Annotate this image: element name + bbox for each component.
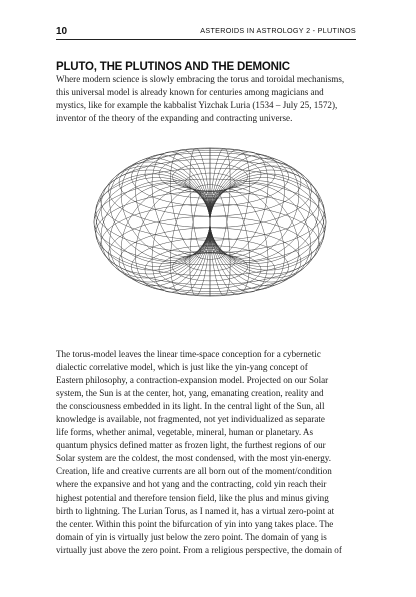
paragraph-line: virtually just above the zero point. From a religious perspective, the domain of <box>56 544 342 555</box>
page-number: 10 <box>56 26 68 37</box>
paragraph-line: the center. Within this point the bifurcation of yin into yang takes place. The <box>56 518 334 529</box>
paragraph-line: Creation, life and creative currents are all born out of the moment/condition <box>56 466 332 477</box>
paragraph-line: domain of yin is virtually just below the zero point. The domain of yang is <box>56 531 327 542</box>
paragraph-line: the consciousness embedded in its light. In the central light of the Sun, all <box>56 401 325 412</box>
paragraph-line: Where modern science is slowly embracing the torus and toroidal mechanisms, <box>56 74 345 84</box>
torus-figure <box>86 130 334 318</box>
paragraph-line: dialectic correlative model, which is just like the yin-yang concept of <box>56 362 308 373</box>
paragraph-torus-model <box>56 348 362 557</box>
torus-meridian-line <box>210 181 319 278</box>
paragraph-line: life forms, whether animal, vegetable, mineral, human or planetary. As <box>56 427 313 438</box>
paragraph-line: system, the Sun is at the center, hot, yang, emanating creation, reality and <box>56 388 324 399</box>
paragraph-line: The torus-model leaves the linear time-space conception for a cybernetic <box>56 349 321 359</box>
paragraph-line: highest potential and therefore tension field, like the plus and minus giving <box>56 492 329 503</box>
paragraph-line: Solar system are the coldest, the most condensed, with the most yin-energy. <box>56 453 332 464</box>
torus-meridian-line <box>101 166 210 263</box>
paragraph-line: quantum physics defined matter as frozen light, the furthest regions of our <box>56 440 326 451</box>
torus-meridian-line <box>210 166 319 263</box>
torus-meridian-line <box>210 189 268 292</box>
header-divider <box>56 39 356 40</box>
paragraph-line: Eastern philosophy, a contraction-expansion model. Projected on our Solar <box>56 375 329 386</box>
paragraph-intro <box>56 73 362 125</box>
running-title: ASTEROIDS IN ASTROLOGY 2 - PLUTINOS <box>200 26 356 35</box>
torus-meridian-line <box>152 152 210 255</box>
torus-meridian-line <box>152 189 210 292</box>
paragraph-line: where the expansive and hot yang and the contracting, cold yin reach their <box>56 479 327 490</box>
torus-meridian-line <box>101 181 210 278</box>
paragraph-line: knowledge is available, not fragmented, not yet individualized as separate <box>56 414 325 425</box>
torus-meridian-line <box>210 152 268 255</box>
torus-wireframe-icon <box>86 130 334 318</box>
paragraph-line: inventor of the theory of the expanding and contracting universe. <box>56 113 293 124</box>
paragraph-line: this universal model is already known for centuries among magicians and <box>56 87 324 98</box>
page-header <box>56 26 356 40</box>
paragraph-line: mystics, like for example the kabbalist Yizchak Luria (1534 – July 25, 1572), <box>56 100 338 111</box>
paragraph-line: birth to lightning. The Lurian Torus, as I named it, has a virtual zero-point at <box>56 505 335 516</box>
section-title: PLUTO, THE PLUTINOS AND THE DEMONIC <box>56 61 290 73</box>
